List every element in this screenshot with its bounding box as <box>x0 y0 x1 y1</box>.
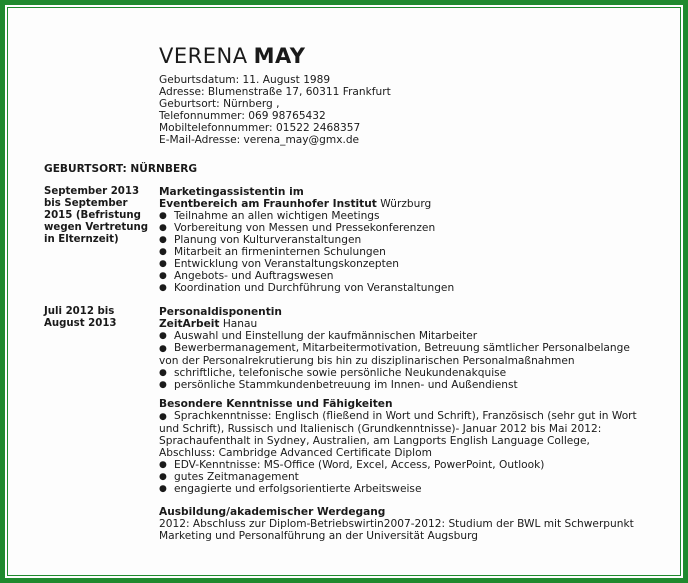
bullet-icon: ● <box>159 271 167 281</box>
candidate-name <box>159 43 305 69</box>
job1-bullet: ● Mitarbeit an firmeninternen Schulungen <box>159 246 386 258</box>
mobile-number: Mobiltelefonnummer: 01522 2468357 <box>159 122 361 134</box>
job2-date: Juli 2012 bis August 2013 <box>44 306 117 329</box>
job1-date: September 2013 bis September 2015 (Befristung wegen Vertretung in Elternzeit) <box>44 186 149 245</box>
contact-details <box>159 74 579 146</box>
job2-employer-name: ZeitArbeit <box>159 318 220 330</box>
last-name: MAY <box>253 44 306 68</box>
job2-bullet: ● persönliche Stammkundenbetreuung im Innen- und Außendienst <box>159 379 518 391</box>
job2-bullet: ● Auswahl und Einstellung der kaufmännischen Mitarbeiter <box>159 330 478 342</box>
job1-entry <box>159 186 645 294</box>
job1-bullet: ● Koordination und Durchführung von Veranstaltungen <box>159 282 455 294</box>
section-title: GEBURTSORT: NÜRNBERG <box>44 163 198 175</box>
job1-bullet: ● Vorbereitung von Messen und Pressekonferenzen <box>159 222 436 234</box>
bullet-icon: ● <box>159 368 167 378</box>
address: Adresse: Blumenstraße 17, 60311 Frankfurt <box>159 86 391 98</box>
skills-bullet: ● engagierte und erfolgsorientierte Arbeitsweise <box>159 483 422 495</box>
birth-place: Geburtsort: Nürnberg , <box>159 98 280 110</box>
education-text: 2012: Abschluss zur Diplom-Betriebswirtin2007-2012: Studium der BWL mit Schwerpunkt Marketing und Personalführung an der Universität Augsburg <box>159 518 634 542</box>
skills-bullet: ● gutes Zeitmanagement <box>159 471 299 483</box>
skills-bullet: ● Sprachkenntnisse: Englisch (fließend in Wort und Schrift), Französisch (sehr gut in Wort und Schrift), Russisch und Italienisch (Grundkenntnisse)- Januar 2012 bis Mai 2012: Sprachaufenthalt in Sydney, Australien, am Langports English Language College, Abschluss: Cambridge Advanced Certificate Diplom <box>159 410 637 459</box>
skills-section <box>159 398 649 495</box>
bullet-icon: ● <box>159 283 167 293</box>
bullet-icon: ● <box>159 484 167 494</box>
birth-date: Geburtsdatum: 11. August 1989 <box>159 74 331 86</box>
job1-bullet: ● Planung von Kulturveranstaltungen <box>159 234 362 246</box>
bullet-icon: ● <box>159 412 167 422</box>
job1-bullet: ● Entwicklung von Veranstaltungskonzepten <box>159 258 400 270</box>
job2-entry <box>159 306 645 391</box>
bullet-icon: ● <box>159 472 167 482</box>
bullet-icon: ● <box>159 380 167 390</box>
education-section <box>159 506 649 542</box>
job2-title: Personaldisponentin <box>159 306 282 318</box>
job1-employer-name: Eventbereich am Fraunhofer Institut <box>159 198 377 210</box>
job2-employer-location: Hanau <box>219 318 258 330</box>
job1-employer <box>159 198 645 210</box>
bullet-icon: ● <box>159 247 167 257</box>
bullet-icon: ● <box>159 223 167 233</box>
bullet-icon: ● <box>159 211 167 221</box>
job1-employer-location: Würzburg <box>376 198 432 210</box>
job2-bullet: ● schriftliche, telefonische sowie persönliche Neukundenakquise <box>159 367 507 379</box>
education-title: Ausbildung/akademischer Werdegang <box>159 506 386 518</box>
job2-employer <box>159 318 645 330</box>
phone-number: Telefonnummer: 069 98765432 <box>159 110 326 122</box>
job1-title: Marketingassistentin im <box>159 186 304 198</box>
bullet-icon: ● <box>159 344 167 354</box>
job1-bullet: ● Teilnahme an allen wichtigen Meetings <box>159 210 380 222</box>
first-name: VERENA <box>159 44 248 68</box>
bullet-icon: ● <box>159 259 167 269</box>
job1-bullet: ● Angebots- und Auftragswesen <box>159 270 334 282</box>
bullet-icon: ● <box>159 460 167 470</box>
email-address: E-Mail-Adresse: verena_may@gmx.de <box>159 134 360 146</box>
skills-title: Besondere Kenntnisse und Fähigkeiten <box>159 398 393 410</box>
skills-bullet: ● EDV-Kenntnisse: MS-Office (Word, Excel, Access, PowerPoint, Outlook) <box>159 459 545 471</box>
job2-bullet: ● Bewerbermanagement, Mitarbeitermotivation, Betreuung sämtlicher Personalbelange von der Personalrekrutierung bis hin zu disziplinarischen Personalmaßnahmen <box>159 342 630 367</box>
bullet-icon: ● <box>159 235 167 245</box>
bullet-icon: ● <box>159 331 167 341</box>
